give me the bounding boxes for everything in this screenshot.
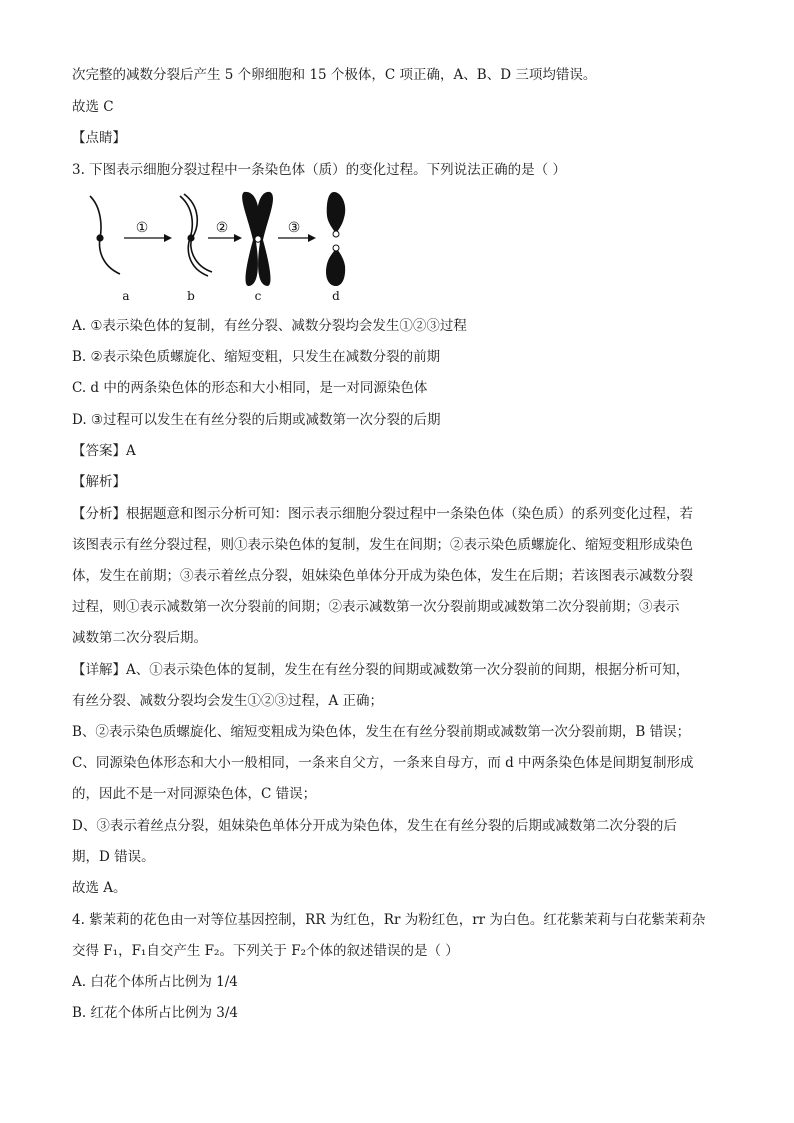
chromatin-b [180, 194, 212, 276]
detail-line: D、③表示着丝点分裂，姐妹染色单体分开成为染色体，发生在有丝分裂的后期或减数第二次分裂的后 [72, 818, 677, 834]
option-d: D. ③过程可以发生在有丝分裂的后期或减数第一次分裂的后期 [72, 412, 441, 428]
option-b: B. ②表示染色质螺旋化、缩短变粗，只发生在减数分裂的前期 [72, 349, 441, 365]
q4-option-a: A. 白花个体所占比例为 1/4 [72, 974, 238, 990]
chromosome-change-diagram [72, 188, 372, 306]
q4-option-b: B. 红花个体所占比例为 3/4 [72, 1005, 239, 1021]
analysis-line: 过程，则①表示减数第一次分裂前的间期；②表示减数第一次分裂前期或减数第二次分裂前期；③表示 [72, 599, 680, 615]
step-label-2: ② [215, 220, 229, 236]
option-a: A. ①表示染色体的复制，有丝分裂、减数分裂均会发生①②③过程 [72, 318, 467, 334]
detail-line: C、同源染色体形态和大小一般相同，一条来自父方，一条来自母方，而 d 中两条染色体是间期复制形成 [72, 755, 694, 771]
step-label-1: ① [135, 220, 149, 236]
option-c: C. d 中的两条染色体的形态和大小相同，是一对同源染色体 [72, 380, 428, 396]
step-label-3: ③ [287, 220, 301, 236]
label-b: b [187, 289, 195, 303]
section-heading-jiexi: 【解析】 [72, 474, 126, 490]
label-a: a [122, 289, 130, 303]
analysis-line: 体，发生在前期；③表示着丝点分裂，姐妹染色单体分开成为染色体，发生在后期；若该图表示减数分裂 [72, 568, 693, 584]
arrow-step-2 [208, 220, 242, 242]
label-d: d [332, 289, 340, 303]
analysis-line: 该图表示有丝分裂过程，则①表示染色体的复制，发生在间期；②表示染色质螺旋化、缩短变粗形成染色 [72, 537, 693, 553]
chromosomes-d [326, 192, 345, 286]
text-line: 故选 C [72, 99, 114, 115]
detail-line: 的，因此不是一对同源染色体，C 错误； [72, 786, 317, 802]
label-c: c [254, 289, 262, 303]
analysis-line: 【分析】根据题意和图示分析可知：图示表示细胞分裂过程中一条染色体（染色质）的系列变化过程，若 [72, 506, 693, 522]
analysis-line: 减数第二次分裂后期。 [72, 630, 207, 646]
chromosome-c [242, 192, 273, 286]
question-3-stem: 3. 下图表示细胞分裂过程中一条染色体（质）的变化过程。下列说法正确的是（ ） [72, 162, 566, 178]
question-4-stem: 4. 紫茉莉的花色由一对等位基因控制，RR 为红色，Rr 为粉红色，rr 为白色。红花紫茉莉与白花紫茉莉杂 [72, 912, 706, 928]
detail-line: 期，D 错误。 [72, 849, 155, 865]
answer: 【答案】A [72, 443, 136, 459]
text-line: 次完整的减数分裂后产生 5 个卵细胞和 15 个极体，C 项正确，A、B、D 三项均错误。 [72, 67, 597, 83]
choice-line: 故选 A。 [72, 880, 127, 896]
question-4-stem: 交得 F₁，F₁自交产生 F₂。下列关于 F₂个体的叙述错误的是（ ） [72, 943, 459, 959]
arrow-step-3 [278, 220, 316, 242]
detail-line: 【详解】A、①表示染色体的复制，发生在有丝分裂的间期或减数第一次分裂前的间期，根据分析可知， [72, 662, 690, 678]
detail-line: B、②表示染色质螺旋化、缩短变粗成为染色体，发生在有丝分裂前期或减数第一次分裂前期，B 错误； [72, 724, 691, 740]
section-heading-dianjing: 【点睛】 [72, 130, 126, 146]
arrow-step-1 [124, 220, 172, 242]
detail-line: 有丝分裂、减数分裂均会发生①②③过程，A 正确； [72, 693, 384, 709]
chromatin-a [90, 196, 120, 274]
